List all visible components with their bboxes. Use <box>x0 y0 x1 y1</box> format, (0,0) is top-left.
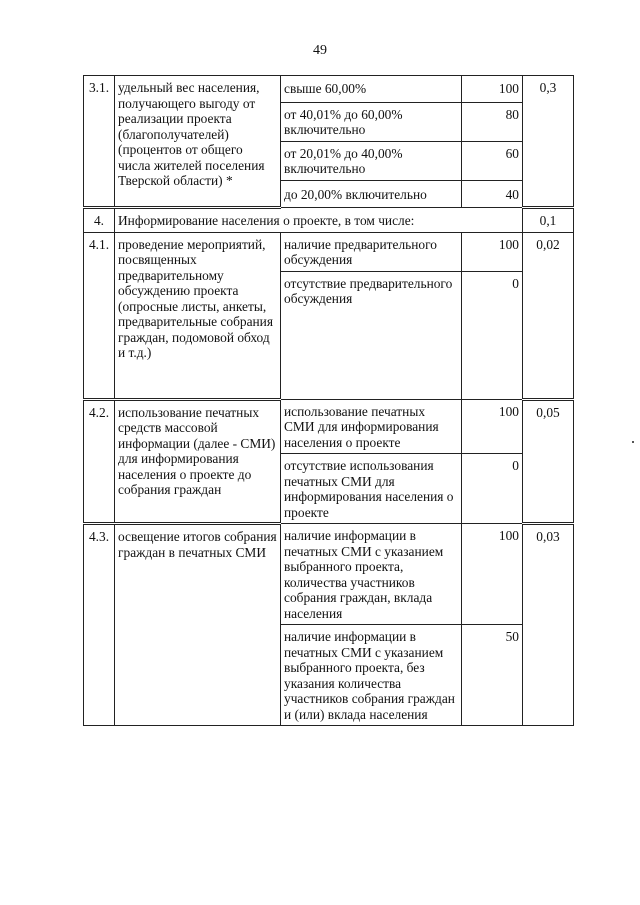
table-row <box>84 208 574 233</box>
row-number: 4. <box>84 208 115 233</box>
row-number: 4.3. <box>84 524 115 726</box>
table-row <box>84 399 574 454</box>
option-label: наличие информации в печатных СМИ с указанием выбранного проекта, без указания количества участников собрания граждан и (или) вклада населения <box>281 625 462 726</box>
criterion-weight: 0,03 <box>523 524 574 726</box>
criterion-weight: 0,3 <box>523 76 574 208</box>
option-score: 100 <box>462 399 523 454</box>
criterion-weight: 0,05 <box>523 399 574 524</box>
criterion-text: использование печатных средств массовой информации (далее - СМИ) для информирования населения о проекте до собрания граждан <box>115 399 281 524</box>
criterion-text: проведение мероприятий, посвященных предварительному обсуждению проекта (опросные листы, анкеты, предварительные собрания граждан, подомовой обход и т.д.) <box>115 232 281 399</box>
option-label: наличие предварительного обсуждения <box>281 232 462 271</box>
option-label: наличие информации в печатных СМИ с указанием выбранного проекта, количества участников собрания граждан, вклада населения <box>281 524 462 625</box>
page-number: 49 <box>313 43 327 58</box>
option-score: 60 <box>462 141 523 180</box>
option-score: 100 <box>462 524 523 625</box>
row-number: 4.2. <box>84 399 115 524</box>
criteria-table <box>83 75 574 726</box>
table-row <box>84 232 574 271</box>
row-number: 4.1. <box>84 232 115 399</box>
criterion-weight: 0,02 <box>523 232 574 399</box>
scan-speck <box>632 441 634 443</box>
option-label: отсутствие использования печатных СМИ для информирования населения о проекте <box>281 454 462 524</box>
option-label: до 20,00% включительно <box>281 180 462 208</box>
criterion-text: освещение итогов собрания граждан в печатных СМИ <box>115 524 281 726</box>
option-label: свыше 60,00% <box>281 76 462 103</box>
option-label: использование печатных СМИ для информирования населения о проекте <box>281 399 462 454</box>
option-score: 40 <box>462 180 523 208</box>
criterion-text: удельный вес населения, получающего выгоду от реализации проекта (благополучателей) (процентов от общего числа жителей поселения Тверской области) * <box>115 76 281 208</box>
option-score: 50 <box>462 625 523 726</box>
option-label: от 40,01% до 60,00% включительно <box>281 102 462 141</box>
option-score: 100 <box>462 232 523 271</box>
option-label: отсутствие предварительного обсуждения <box>281 271 462 399</box>
criterion-weight: 0,1 <box>523 208 574 233</box>
option-score: 0 <box>462 271 523 399</box>
table-row <box>84 76 574 103</box>
option-score: 0 <box>462 454 523 524</box>
option-score: 80 <box>462 102 523 141</box>
section-heading: Информирование населения о проекте, в том числе: <box>115 208 523 233</box>
row-number: 3.1. <box>84 76 115 208</box>
option-label: от 20,01% до 40,00% включительно <box>281 141 462 180</box>
option-score: 100 <box>462 76 523 103</box>
table-row <box>84 524 574 625</box>
